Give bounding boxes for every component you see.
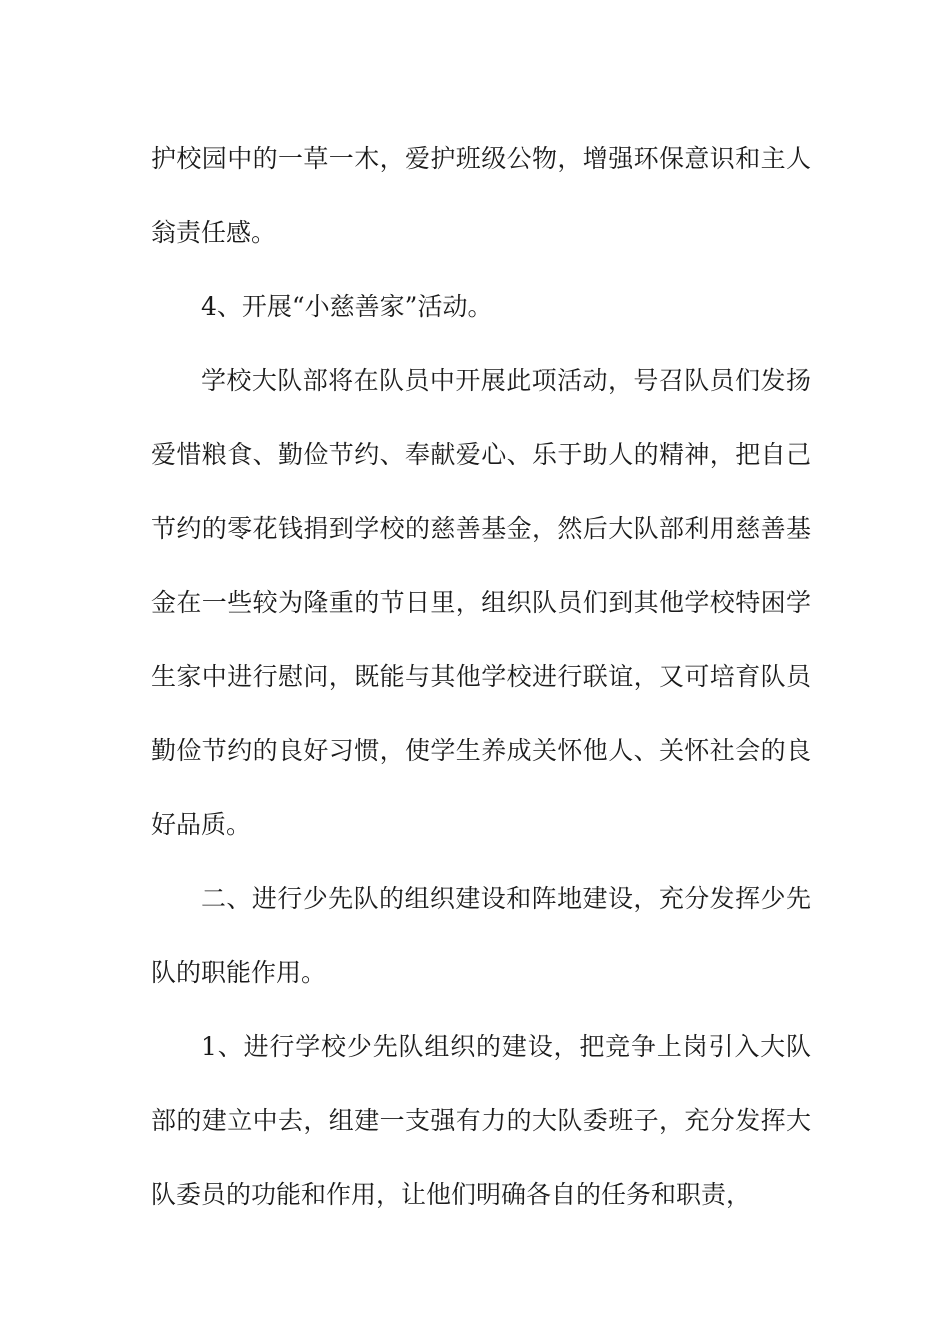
paragraph-organization-building: 1、进行学校少先队组织的建设，把竞争上岗引入大队部的建立中去，组建一支强有力的大队委班子，充分发挥大队委员的功能和作用，让他们明确各自的任务和职责，	[151, 1032, 811, 1209]
paragraph-continuation: 护校园中的一草一木，爱护班级公物，增强环保意识和主人翁责任感。	[151, 144, 811, 247]
document-body	[151, 122, 811, 1232]
paragraph-heading-4: 4、开展“小慈善家”活动。	[201, 292, 493, 321]
paragraph-section-2-heading: 二、进行少先队的组织建设和阵地建设，充分发挥少先队的职能作用。	[151, 884, 811, 987]
paragraph-charity-activity: 学校大队部将在队员中开展此项活动，号召队员们发扬爱惜粮食、勤俭节约、奉献爱心、乐于助人的精神，把自己节约的零花钱捐到学校的慈善基金，然后大队部利用慈善基金在一些较为隆重的节日里，组织队员们到其他学校特困学生家中进行慰问，既能与其他学校进行联谊，又可培育队员勤俭节约的良好习惯，使学生养成关怀他人、关怀社会的良好品质。	[151, 366, 811, 839]
